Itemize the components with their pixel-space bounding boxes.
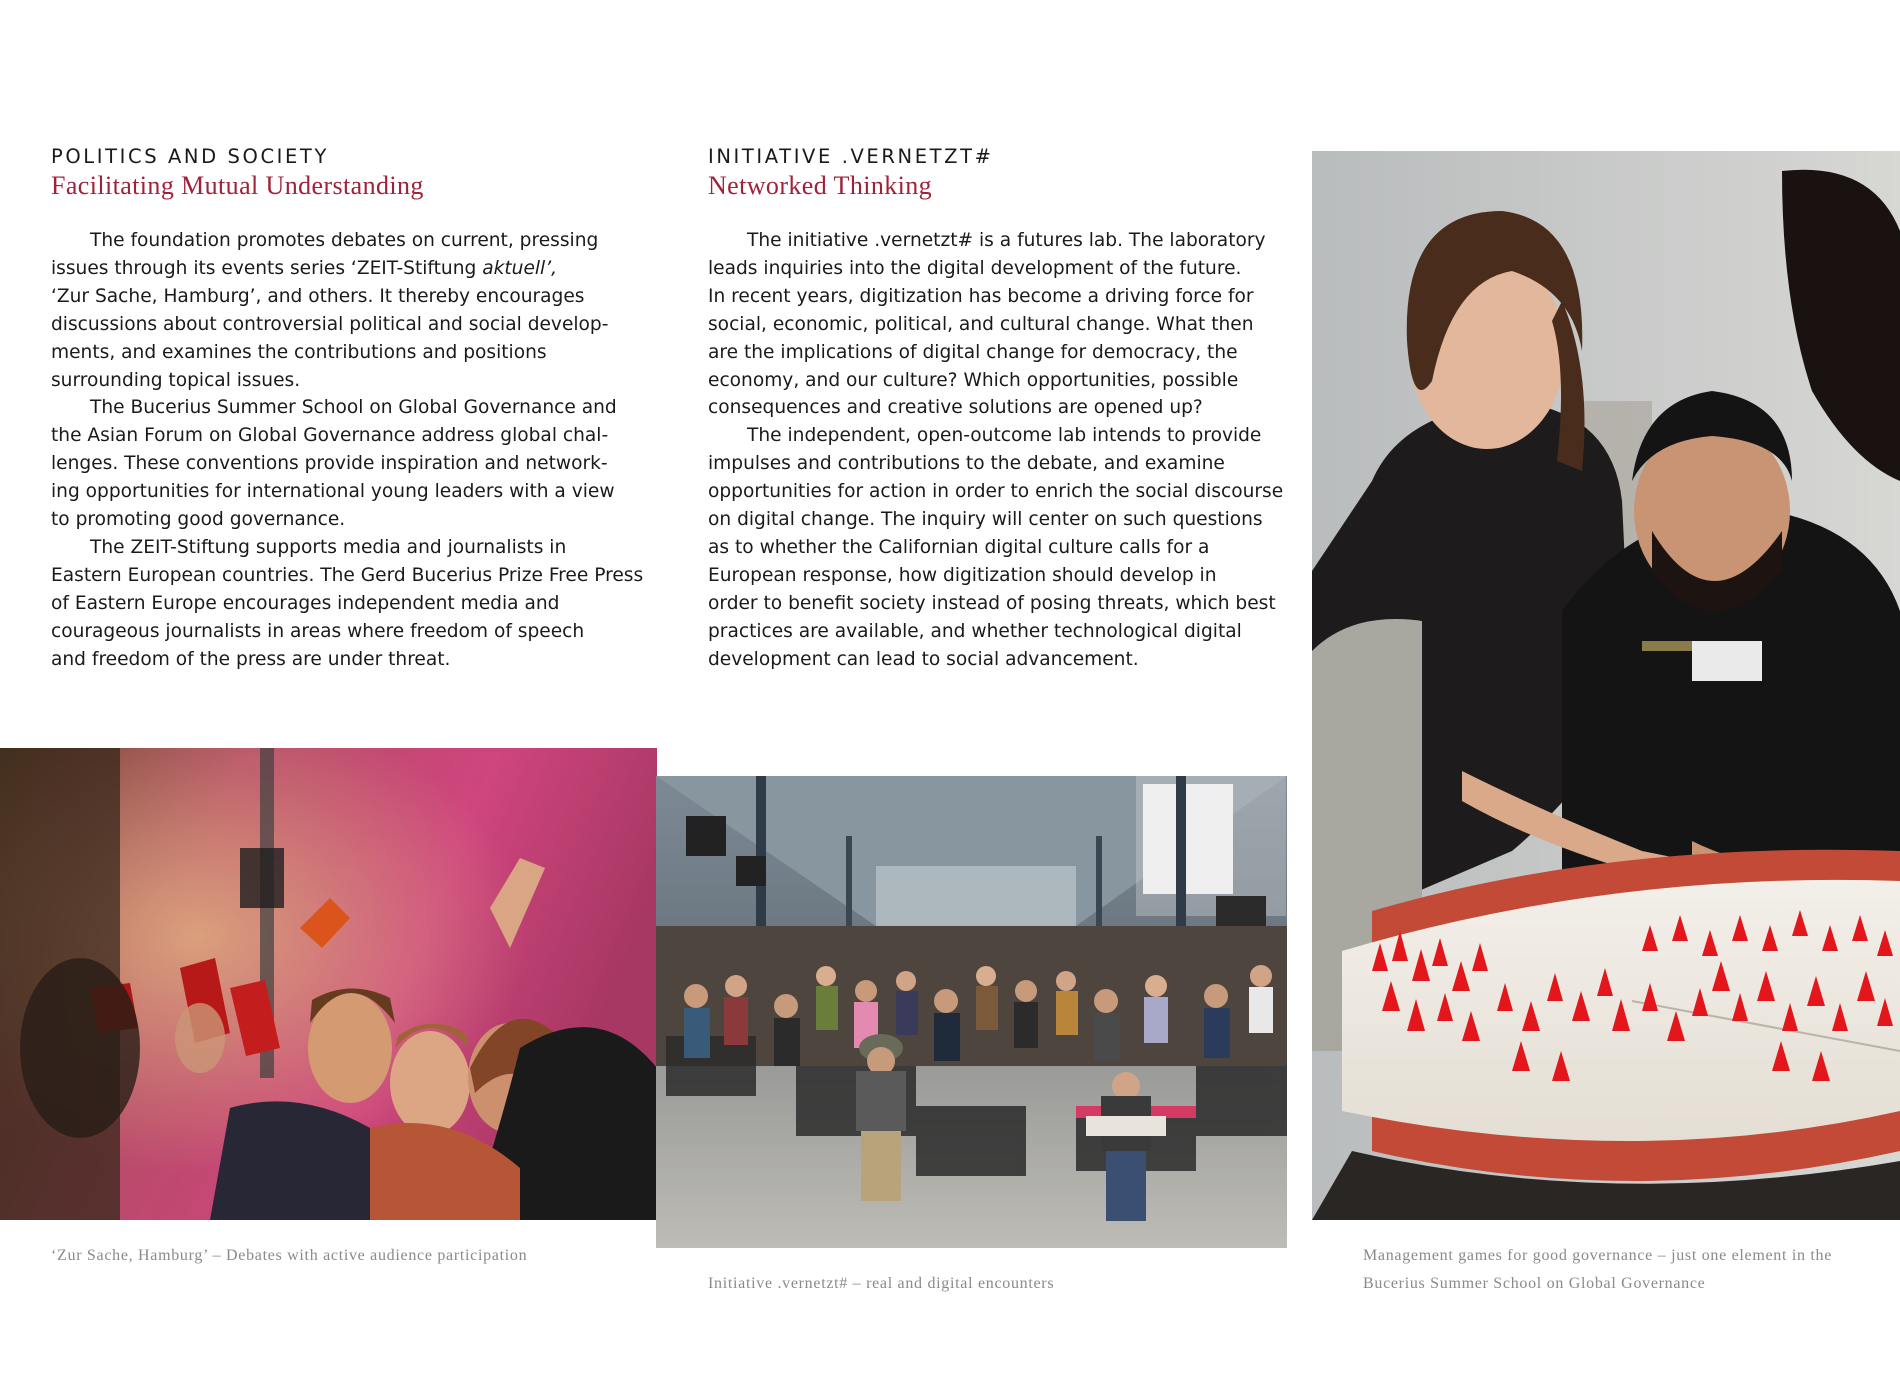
- section-subtitle: Facilitating Mutual Understanding: [51, 171, 424, 200]
- photo-debate-audience-image: [0, 748, 657, 1220]
- body-line: ing opportunities for international young leaders with a view: [51, 481, 615, 503]
- section-kicker: POLITICS AND SOCIETY: [51, 145, 329, 168]
- body-line: consequences and creative solutions are opened up?: [708, 397, 1203, 419]
- body-line: opportunities for action in order to enrich the social discourse: [708, 481, 1284, 503]
- body-line: order to benefit society instead of posing threats, which best: [708, 592, 1276, 614]
- body-line: The foundation promotes debates on current, pressing: [90, 230, 599, 251]
- photo-management-game-image: [1312, 151, 1900, 1220]
- body-line: Eastern European countries. The Gerd Bucerius Prize Free Press: [51, 564, 644, 586]
- body-line-text: issues through its events series ‘ZEIT-Stiftung: [51, 257, 483, 279]
- body-line: impulses and contributions to the debate, and examine: [708, 453, 1225, 475]
- body-line: European response, how digitization should develop in: [708, 564, 1217, 586]
- body-line: to promoting good governance.: [51, 509, 346, 531]
- body-line: development can lead to social advancement.: [708, 648, 1139, 670]
- body-line: courageous journalists in areas where freedom of speech: [51, 620, 585, 642]
- section-initiative-vernetzt: [708, 143, 1308, 674]
- body-line: The initiative .vernetzt# is a futures lab. The laboratory: [747, 230, 1266, 251]
- body-line: as to whether the Californian digital culture calls for a: [708, 536, 1210, 558]
- body-line: leads inquiries into the digital development of the future.: [708, 257, 1242, 279]
- body-line: In recent years, digitization has become a driving force for: [708, 285, 1254, 307]
- body-line: social, economic, political, and cultural change. What then: [708, 313, 1254, 335]
- body-line: are the implications of digital change for democracy, the: [708, 341, 1238, 363]
- body-line: ‘Zur Sache, Hamburg’, and others. It thereby encourages: [51, 285, 585, 307]
- body-line: of Eastern Europe encourages independent media and: [51, 592, 560, 614]
- section-politics-and-society: [51, 143, 651, 674]
- body-line: The independent, open-outcome lab intends to provide: [747, 425, 1262, 447]
- caption-photo-management-line1: Management games for good governance – just one element in the: [1363, 1247, 1833, 1264]
- caption-photo-debate: ‘Zur Sache, Hamburg’ – Debates with active audience participation: [51, 1247, 528, 1264]
- body-line: The ZEIT-Stiftung supports media and journalists in: [90, 536, 567, 558]
- body-line: economy, and our culture? Which opportunities, possible: [708, 369, 1239, 391]
- body-line: surrounding topical issues.: [51, 369, 301, 391]
- section-body: [51, 227, 651, 674]
- body-line: discussions about controversial political and social develop-: [51, 313, 609, 335]
- photo-debate-audience: [0, 748, 657, 1220]
- body-line: and freedom of the press are under threat.: [51, 648, 451, 670]
- section-body: [708, 227, 1308, 674]
- section-kicker: INITIATIVE .VERNETZT#: [708, 145, 994, 168]
- photo-management-game: [1312, 151, 1900, 1220]
- body-line: on digital change. The inquiry will center on such questions: [708, 509, 1263, 531]
- body-line: ments, and examines the contributions and positions: [51, 341, 547, 363]
- body-line: practices are available, and whether technological digital: [708, 620, 1242, 642]
- body-line: lenges. These conventions provide inspiration and network-: [51, 453, 608, 475]
- photo-vernetzt-hall: [656, 776, 1287, 1248]
- body-line: the Asian Forum on Global Governance address global chal-: [51, 425, 609, 447]
- body-line: The Bucerius Summer School on Global Governance and: [90, 397, 617, 419]
- section-subtitle: Networked Thinking: [708, 171, 933, 200]
- photo-vernetzt-hall-image: [656, 776, 1287, 1248]
- caption-photo-management-line2: Bucerius Summer School on Global Governance: [1363, 1275, 1706, 1292]
- caption-photo-vernetzt: Initiative .vernetzt# – real and digital encounters: [708, 1275, 1055, 1292]
- body-line: [51, 255, 651, 283]
- italic-phrase: aktuell’,: [482, 257, 558, 279]
